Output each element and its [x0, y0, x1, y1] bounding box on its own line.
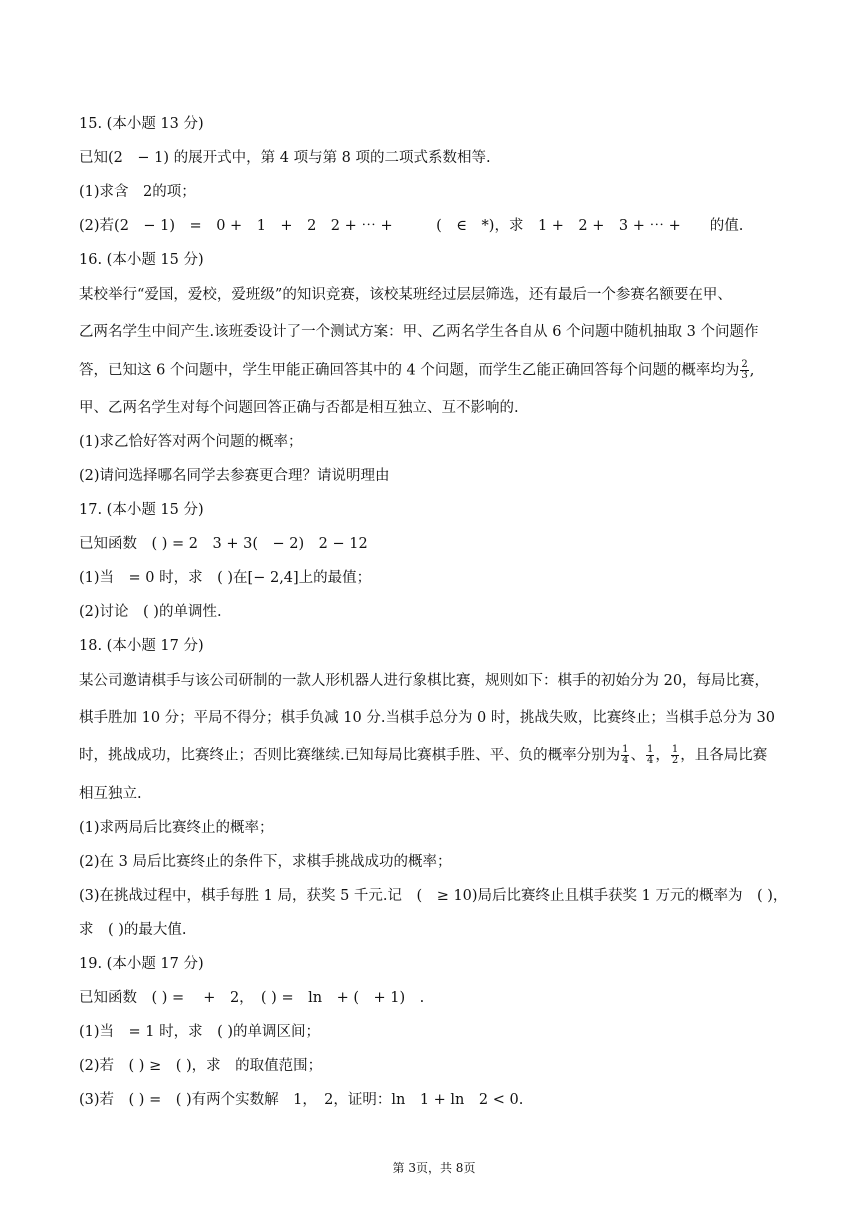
problem-17-stem: 已知函数 ( ) = 2 3 + 3( − 2) 2 − 12 — [79, 536, 368, 552]
problem-18-stem-line-4: 相互独立. — [79, 786, 142, 802]
fraction-one-half-lose: $\frac{1}{2}$ — [671, 744, 679, 766]
problem-17-question-2: (2)讨论 ( )的单调性. — [79, 604, 222, 620]
problem-19-heading: 19. (本小题 17 分) — [79, 956, 204, 972]
fraction-one-quarter-win: $\frac{1}{4}$ — [622, 744, 629, 766]
problem-18-stem-line-3: 时，挑战成功，比赛终止；否则比赛继续.已知每局比赛棋手胜、平、负的概率分别为 $\frac{1}{4}$ 、 $\frac{1}{4}$ ， $\frac{1}{2}$ ，且各局比赛 — [79, 744, 768, 766]
problem-18-stem-line-2: 棋手胜加 10 分；平局不得分；棋手负减 10 分.当棋手总分为 0 时，挑战失败，比赛终止；当棋手总分为 30 — [79, 710, 775, 726]
problem-16-stem-line-4: 甲、乙两名学生对每个问题回答正确与否都是相互独立、互不影响的. — [79, 400, 519, 416]
page-number-footer: 第 3页，共 8页 — [392, 1161, 476, 1175]
fraction-one-quarter-draw: $\frac{1}{4}$ — [646, 744, 654, 766]
problem-19-question-1: (1)当 = 1 时，求 ( )的单调区间； — [79, 1024, 321, 1040]
problem-16-heading: 16. (本小题 15 分) — [79, 252, 204, 268]
problem-16-question-2: (2)请问选择哪名同学去参赛更合理？请说明理由 — [79, 468, 390, 484]
problem-16-question-1: (1)求乙恰好答对两个问题的概率； — [79, 434, 303, 450]
problem-18-question-1: (1)求两局后比赛终止的概率； — [79, 820, 274, 836]
problem-18-question-3-line-1: (3)在挑战过程中，棋手每胜 1 局，获奖 5 千元.记 ( ≥ 10)局后比赛终止且棋手获奖 1 万元的概率为 ( )， — [79, 888, 788, 904]
problem-18-question-2: (2)在 3 局后比赛终止的条件下，求棋手挑战成功的概率； — [79, 854, 452, 870]
problem-17-heading: 17. (本小题 15 分) — [79, 502, 204, 518]
problem-16-stem-line-2: 乙两名学生中间产生.该班委设计了一个测试方案：甲、乙两名学生各自从 6 个问题中随机抽取 3 个问题作 — [79, 324, 759, 340]
problem-15-heading: 15. (本小题 13 分) — [79, 116, 204, 132]
problem-15-stem: 已知(2 − 1) 的展开式中，第 4 项与第 8 项的二项式系数相等. — [79, 150, 491, 166]
problem-18-stem-line-1: 某公司邀请棋手与该公司研制的一款人形机器人进行象棋比赛，规则如下：棋手的初始分为 20，每局比赛， — [79, 673, 770, 689]
problem-15-question-2: (2)若(2 − 1) = 0 + 1 + 2 2 + ⋯ + ( ∈ *)，求 1 + 2 + 3 + ⋯ + 的值. — [79, 218, 744, 234]
problem-18-stem-line-3-text: 时，挑战成功，比赛终止；否则比赛继续.已知每局比赛棋手胜、平、负的概率分别为 — [79, 747, 621, 764]
problem-15-question-1: (1)求含 2的项； — [79, 184, 196, 200]
problem-16-stem-line-1: 某校举行“爱国，爱校，爱班级”的知识竞赛，该校某班经过层层筛选，还有最后一个参赛名额要在甲、 — [79, 287, 732, 303]
problem-16-stem-line-3-text: 答，已知这 6 个问题中，学生甲能正确回答其中的 4 个问题，而学生乙能正确回答每个问题的概率均为 — [79, 362, 740, 379]
fraction-two-thirds: $\frac{2}{3}$ — [741, 359, 748, 381]
problem-19-stem: 已知函数 ( ) = + 2， ( ) = ln + ( + 1) . — [79, 990, 425, 1006]
problem-18-question-3-line-2: 求 ( )的最大值. — [79, 922, 187, 938]
problem-17-question-1: (1)当 = 0 时，求 ( )在[− 2,4]上的最值； — [79, 570, 372, 586]
problem-19-question-3: (3)若 ( ) = ( )有两个实数解 1， 2，证明：ln 1 + ln 2 < 0. — [79, 1092, 524, 1108]
problem-16-stem-line-3: 答，已知这 6 个问题中，学生甲能正确回答其中的 4 个问题，而学生乙能正确回答每个问题的概率均为 $\frac{2}{3}$ , — [79, 359, 755, 381]
problem-18-heading: 18. (本小题 17 分) — [79, 638, 204, 654]
problem-19-question-2: (2)若 ( ) ≥ ( )，求 的取值范围； — [79, 1058, 323, 1074]
